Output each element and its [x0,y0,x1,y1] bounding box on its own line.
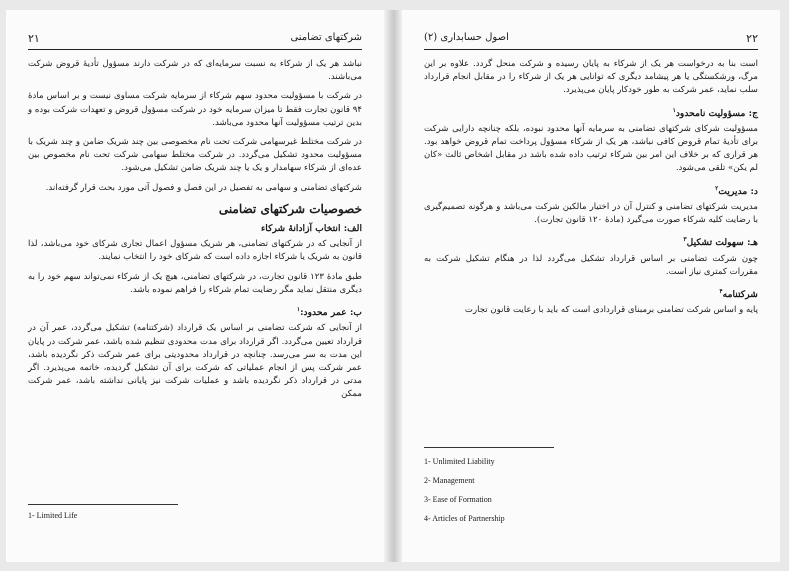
footnote-marker: ۳ [683,236,687,244]
right-header-rule [424,49,758,50]
paragraph: شرکتهای تضامنی و سهامی به تفصیل در این فصل و فصول آتی مورد بحث قرار گرفته‌اند. [45,182,362,193]
paragraph: است بنا به درخواست هر یک از شرکاء به پایان رسیده و شرکت منحل گردد. علاوه بر این مرگ، ورشکستگی یا هر پیشامد دیگری که توانایی هر یک از شرکاء را در مقابل انجام قرارداد سلب نماید، عمر شرکت به طور خودکار پایان می‌پذیرد. [424,59,758,96]
subsection-title: د: مدیریت [718,185,758,197]
footnote: 2- Management [424,476,475,485]
left-running-title: شرکتهای تضامنی [290,32,362,43]
left-footnotes [28,510,77,529]
paragraph: مدیریت شرکتهای تضامنی و کنترل آن در اختیار مالکین شرکت می‌باشد و هرگونه تصمیم‌گیری با رضایت کلیه شرکاء صورت می‌گیرد (مادهٔ ۱۲۰ قانون تجارت). [424,201,758,226]
subsection-heading [424,104,758,120]
subsection-heading [424,233,758,249]
footnote: 4- Articles of Partnership [424,514,505,523]
paragraph: چون شرکت تضامنی بر اساس قرارداد تشکیل می‌گردد لذا در هنگام تشکیل شرکت به مقررات کمتری نیاز است. [424,253,758,277]
footnote-marker: ۲ [715,184,719,192]
right-page [402,10,780,562]
right-page-header [424,32,758,48]
right-page-body [424,58,758,324]
paragraph: از آنجایی که شرکت تضامنی بر اساس یک قرارداد (شرکتنامه) تشکیل می‌گردد، عمر آن در قرارداد تعیین می‌گردد. اگر قرارداد برای مدت محدودی تنظیم شده باشد، عمر شرکت در پایان این مدت به سر می‌رسد. چنانچه در قرارداد محدودیتی برای عمر شرکت ذکر نگردیده باشد، عمر شرکت پس از انجام عملیاتی که شرکت برای آن تشکیل گردیده، خاتمه می‌پذیرد. اگر مدتی در قرارداد ذکر نگردیده باشد و عملیات شرکت نیز پایانی نداشته باشد، عمر شرکت ممکن [28,323,362,400]
footnote-rule [28,504,178,505]
subsection-heading [424,285,758,301]
paragraph: طبق مادهٔ ۱۲۳ قانون تجارت، در شرکتهای تضامنی، هیچ یک از شرکاء نمی‌تواند سهم خود را به دیگری منتقل نماید مگر رضایت تمام شرکاء را فراهم نموده باشد. [28,271,362,295]
footnote: 1- Unlimited Liability [424,457,495,466]
subsection-heading [28,303,362,319]
left-page-body [28,58,362,408]
paragraph: در شرکت با مسؤولیت محدود سهم شرکاء از سرمایه شرکت مساوی نیست و بر اساس مادهٔ ۹۴ قانون تجارت فقط تا میزان سرمایه خود در شرکت مسؤول قروض و تعهدات شرکت بوده و بدین ترتیب مسؤولیت آنها محدود می‌باشد. [28,91,362,128]
footnote-marker: ۱ [296,306,301,314]
paragraph: نباشد هر یک از شرکاء به نسبت سرمایه‌ای که در شرکت دارند مسؤول تأدیهٔ قروض شرکت می‌باشند. [28,59,362,83]
footnote-marker: ۱ [672,106,676,114]
section-title: خصوصیات شرکتهای تضامنی [218,201,362,216]
paragraph: پایه و اساس شرکت تضامنی برمبنای قراردادی است که باید با رعایت قانون تجارت [464,305,758,316]
subsection-title: ب: عمر محدود: [300,307,362,319]
right-running-title: اصول حسابداری (۲) [424,32,509,43]
left-header-rule [28,49,362,50]
paragraph: از آنجایی که در شرکتهای تضامنی، هر شریک مسؤول اعمال تجاری شرکای خود می‌باشد، لذا قانون به شریک یا شرکاء اجازه داده است که شرکای خود را انتخاب نمایند. [28,239,362,263]
left-page-number: ۲۱ [28,32,40,45]
paragraph: مسؤولیت شرکای شرکتهای تضامنی به سرمایه آنها محدود نبوده، بلکه چنانچه دارایی شرکت برای تأدیهٔ تمام قروض کافی نباشد، هر یک از شرکاء مسؤول پرداخت تمام قروض خواهد بود. هر قراری که بر خلاف این امر بین شرکاء ترتیب داده شده باشد در مقابل اشخاص ثالث «کان لم یکن» تلقی می‌شود. [424,123,758,174]
subsection-heading [424,182,758,198]
subsection-title: ج: مسؤولیت نامحدود [675,107,758,119]
left-page-header [28,32,362,48]
subsection-title: الف: انتخاب آزادانهٔ شرکاء [260,223,362,235]
footnote: 1- Limited Life [28,511,78,520]
left-page [6,10,384,562]
footnote-rule [424,447,554,448]
footnote: 3- Ease of Formation [424,495,492,504]
paragraph: در شرکت مختلط غیرسهامی شرکت تحت نام مخصوصی بین چند شریک ضامن و چند شریک با مسؤولیت محدود تشکیل می‌گردد. در شرکت مختلط سهامی شرکت تحت نام مخصوص بین عده‌ای از شرکاء سهامدار و یک یا چند شریک ضامن تشکیل می‌شود. [28,137,362,174]
footnote-marker: ۴ [719,288,723,296]
subsection-title: شرکتنامه [722,289,758,301]
right-footnotes [424,456,505,532]
subsection-title: هـ: سهولت تشکیل [686,237,758,249]
right-page-number: ۲۲ [746,32,758,45]
book-gutter [384,10,402,562]
